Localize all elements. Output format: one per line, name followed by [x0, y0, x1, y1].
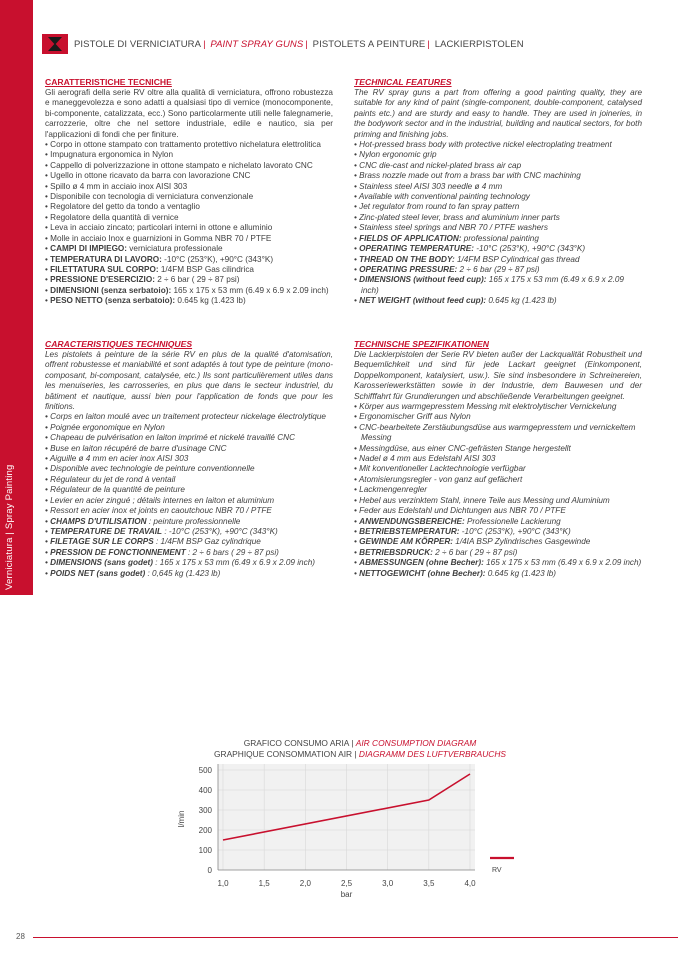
x-tick-label: 3,5 [423, 879, 435, 888]
feature-item [45, 234, 333, 244]
section-title: TECHNISCHE SPEZIFIKATIONEN [354, 339, 489, 349]
feature-label: BETRIEBSDRUCK: [359, 547, 433, 557]
feature-text: -10°C (253°K), +90°C (343°K) [161, 254, 274, 264]
feature-label: OPERATING PRESSURE: [359, 264, 458, 274]
feature-label: CHAMPS D'UTILISATION [50, 516, 147, 526]
feature-item [354, 517, 642, 527]
feature-text: Hot-pressed brass body with protective nickel electroplating treatment [359, 140, 612, 150]
feature-text: Spillo ø 4 mm in acciaio inox AISI 303 [50, 181, 188, 191]
x-tick-label: 1,5 [258, 879, 270, 888]
feature-item [354, 558, 642, 568]
feature-text: Mit konventioneller Lacktechnologie verfügbar [359, 464, 526, 474]
feature-text: Molle in acciaio Inox e guarnizioni in Gomma NBR 70 / PTFE [50, 233, 272, 243]
feature-text: 1/4FM BSP Gas cilindrica [158, 264, 254, 274]
feature-item [45, 569, 333, 579]
header-it: PISTOLE DI VERNICIATURA [74, 39, 202, 50]
x-tick-label: 3,0 [382, 879, 394, 888]
feature-item [45, 537, 333, 547]
feature-item [45, 213, 333, 223]
chart-title-en: AIR CONSUMPTION DIAGRAM [355, 738, 477, 748]
feature-label: TEMPERATURA DI LAVORO: [50, 254, 162, 264]
feature-text: 2 ÷ 6 bar ( 29 ÷ 87 psi) [432, 547, 518, 557]
feature-item [45, 171, 333, 181]
y-axis-label: l/min [177, 810, 186, 828]
feature-text: 1/4FM BSP Cylindrical gas thread [454, 254, 580, 264]
section-title: TECHNICAL FEATURES [354, 77, 452, 87]
air-consumption-chart [170, 758, 530, 908]
feature-item [45, 161, 333, 171]
feature-text: Ressort en acier inox et joints en caoutchouc NBR 70 / PTFE [50, 506, 272, 516]
feature-label: FILETAGE SUR LE CORPS [50, 537, 154, 547]
feature-item [45, 140, 333, 150]
feature-item [45, 412, 333, 422]
feature-text: Cappello di polverizzazione in ottone stampato e nichelato lavorato CNC [50, 160, 313, 170]
feature-item [354, 192, 642, 202]
feature-text: Disponible avec technologie de peinture conventionnelle [50, 464, 255, 474]
feature-item [45, 192, 333, 202]
feature-item [354, 527, 642, 537]
feature-item [354, 537, 642, 547]
feature-label: DIMENSIONI (senza serbatoio): [50, 285, 172, 295]
feature-label: THREAD ON THE BODY: [359, 254, 455, 264]
feature-item [354, 412, 642, 422]
feature-item [45, 244, 333, 254]
feature-text: Available with conventional painting technology [358, 192, 530, 202]
feature-text: Ergonomischer Griff aus Nylon [359, 412, 471, 422]
feature-text: Impugnatura ergonomica in Nylon [50, 150, 174, 160]
x-axis-label: bar [340, 890, 353, 899]
feature-text: Nylon ergonomic grip [359, 150, 437, 160]
feature-label: ANWENDUNGSBEREICHE: [359, 516, 465, 526]
section-intro: Les pistolets à peinture de la série RV en plus de la qualité d'atomisation, offrent robustesse et maniabilité et sont adaptés à tout type de peinture (mono-composant, bi-composant, catalysée, etc.) Ils sont particulièrement utiles dans les menuiseries, les carrosseries, en plus que dans le secteur industriel, du bâtiment et nautique, aussi bien pour l'application de fonds que pour les finitions. [45, 350, 333, 412]
feature-text: Zinc-plated steel lever, brass and aluminium inner parts [359, 212, 560, 222]
section-intro: Die Lackierpistolen der Serie RV bieten außer der Lackqualität Robustheit und Bequemlichkeit und sind für jede Lackart geeignet (Einkomponent, Doppelkomponent, katalysiert, usw.). Sie sind insbesondere in Schreinereien, Karosseriewerkstätten sowie in der Industrie, dem Bauwesen und der Schifffahrt für Grundierungen und abschließende Verarbeitungen geeignet. [354, 350, 642, 401]
feature-list [45, 140, 333, 307]
feature-label: CAMPI DI IMPIEGO: [50, 244, 128, 254]
feature-item [354, 444, 642, 454]
feature-item [354, 296, 642, 306]
feature-text: Atomisierungsregler - von ganz auf gefächert [358, 474, 523, 484]
feature-label: GEWINDE AM KÖRPER: [359, 537, 454, 547]
feature-text: 2 ÷ 6 bar (29 ÷ 87 psi) [457, 264, 540, 274]
feature-text: verniciatura professionale [127, 244, 223, 254]
feature-label: FILETTATURA SUL CORPO: [50, 264, 159, 274]
feature-text: Professionelle Lackierung [464, 516, 561, 526]
chart-title-it: GRAFICO CONSUMO ARIA [243, 738, 349, 748]
feature-item [45, 296, 333, 306]
feature-label: NETTOGEWICHT (ohne Becher): [359, 568, 486, 578]
x-tick-label: 1,0 [217, 879, 229, 888]
feature-item [45, 275, 333, 285]
y-tick-label: 400 [198, 786, 212, 795]
feature-item [354, 161, 642, 171]
feature-item [45, 444, 333, 454]
feature-label: ABMESSUNGEN (ohne Becher): [359, 558, 484, 568]
y-tick-label: 0 [207, 866, 212, 875]
feature-item [45, 527, 333, 537]
feature-item [45, 475, 333, 485]
feature-item [354, 234, 642, 244]
feature-text: Stainless steel AISI 303 needle ø 4 mm [359, 181, 503, 191]
header-en: PAINT SPRAY GUNS [210, 39, 304, 50]
feature-text: Feder aus Edelstahl und Dichtungen aus NBR 70 / PTFE [359, 506, 566, 516]
brand-logo [42, 34, 68, 54]
feature-text: Disponibile con tecnologia di verniciatura convenzionale [50, 192, 254, 202]
feature-text: Aiguille ø 4 mm en acier inox AISI 303 [49, 454, 189, 464]
header-fr: PISTOLETS A PEINTURE [312, 39, 426, 50]
feature-text: Levier en acier zingué ; détails internes en laiton et aluminium [50, 495, 275, 505]
feature-item [45, 286, 333, 296]
feature-text: : peinture professionnelle [146, 516, 241, 526]
feature-text: Poignée ergonomique en Nylon [50, 422, 165, 432]
feature-text: : 165 x 175 x 53 mm (6.49 x 6.9 x 2.09 inch) [152, 558, 315, 568]
feature-item [45, 223, 333, 233]
feature-item [354, 569, 642, 579]
feature-label: DIMENSIONS (sans godet) [50, 558, 153, 568]
feature-item [354, 171, 642, 181]
feature-item [354, 150, 642, 160]
x-tick-label: 2,0 [299, 879, 311, 888]
feature-item [354, 265, 642, 275]
feature-label: PESO NETTO (senza serbatoio): [50, 296, 176, 306]
feature-text: : -10°C (253°K), +90°C (343°K) [162, 526, 278, 536]
header-de: LACKIERPISTOLEN [434, 39, 524, 50]
page-header: PISTOLE DI VERNICIATURA | PAINT SPRAY GUNS | PISTOLETS A PEINTURE | LACKIERPISTOLEN [74, 39, 524, 50]
section-intro: Gli aerografi della serie RV oltre alla qualità di verniciatura, offrono robustezza e maneggevolezza e sono adatti a qualsiasi tipo di vernice (monocomponente, bi-componente, catalizzata, ecc.) Sono particolarmente utili nelle falegnamerie, carrozzerie, oltre che nel settore industriale, edile e nautico, sia per l'applicazioni di fondi che per finiture. [45, 88, 333, 139]
y-tick-label: 200 [198, 826, 212, 835]
feature-text: Körper aus warmgepresstem Messing mit elektrolytischer Vernickelung [359, 402, 617, 412]
feature-text: professional painting [461, 233, 539, 243]
feature-item [45, 433, 333, 443]
feature-text: CNC-bearbeitete Zerstäubungsdüse aus warmgepresstem und vernickeltem Messing [359, 422, 636, 443]
chart-title-de: DIAGRAMM DES LUFTVERBRAUCHS [358, 748, 506, 759]
chart-title: GRAFICO CONSUMO ARIA | AIR CONSUMPTION DIAGRAM GRAPHIQUE CONSOMMATION AIR | DIAGRAMM DES LUFTVERBRAUCHS [214, 738, 506, 759]
feature-text: 1/4IA BSP Zylindrisches Gasgewinde [453, 537, 591, 547]
feature-item [354, 506, 642, 516]
y-tick-label: 500 [198, 766, 212, 775]
x-tick-label: 4,0 [464, 879, 476, 888]
feature-list [354, 402, 642, 579]
feature-text: : 1/4FM BSP Gaz cylindrique [153, 537, 261, 547]
feature-text: Lackmengenregler [359, 485, 427, 495]
feature-item [45, 255, 333, 265]
feature-item [354, 244, 642, 254]
feature-item [354, 464, 642, 474]
sidebar-label: Verniciatura | Spray Painting [4, 464, 15, 590]
feature-item [354, 454, 642, 464]
feature-item [354, 140, 642, 150]
section-english [354, 77, 642, 307]
feature-text: 165 x 175 x 53 mm (6.49 x 6.9 x 2.09 inch) [361, 275, 624, 295]
feature-label: OPERATING TEMPERATURE: [359, 244, 474, 254]
feature-item [45, 485, 333, 495]
feature-item [354, 423, 642, 444]
feature-item [45, 150, 333, 160]
section-german [354, 339, 642, 579]
feature-label: POIDS NET (sans godet) [50, 568, 146, 578]
x-tick-label: 2,5 [340, 879, 353, 888]
feature-text: 2 ÷ 6 bar ( 29 ÷ 87 psi) [154, 275, 240, 285]
feature-text: 0.645 kg (1.423 lb) [485, 568, 557, 578]
feature-item [45, 423, 333, 433]
section-italian [45, 77, 333, 307]
feature-label: TEMPERATURE DE TRAVAIL [50, 526, 163, 536]
feature-item [45, 464, 333, 474]
feature-text: Corpo in ottone stampato con trattamento protettivo nichelatura elettrolitica [50, 140, 321, 150]
feature-item [354, 485, 642, 495]
feature-text: 165 x 175 x 53 mm (6.49 x 6.9 x 2.09 inch) [171, 285, 329, 295]
feature-label: FIELDS OF APPLICATION: [359, 233, 462, 243]
feature-label: PRESSIONE D'ESERCIZIO: [50, 275, 155, 285]
feature-text: Chapeau de pulvérisation en laiton imprimé et nickelé travaillé CNC [50, 433, 295, 443]
chart-title-fr: GRAPHIQUE CONSOMMATION AIR [214, 748, 353, 759]
feature-item [45, 506, 333, 516]
feature-label: NET WEIGHT (without feed cup): [359, 296, 487, 306]
feature-item [45, 496, 333, 506]
feature-item [45, 265, 333, 275]
section-title: CARACTERISTIQUES TECHNIQUES [45, 339, 193, 349]
feature-label: BETRIEBSTEMPERATUR: [359, 526, 460, 536]
y-tick-label: 100 [198, 846, 212, 855]
feature-text: 165 x 175 x 53 mm (6.49 x 6.9 x 2.09 inch) [483, 558, 642, 568]
feature-text: -10°C (253°K), +90°C (343°K) [459, 526, 571, 536]
feature-item [354, 223, 642, 233]
feature-text: 0.645 kg (1.423 lb) [175, 296, 246, 306]
section-french [45, 339, 333, 579]
feature-text: Leva in acciaio zincato; particolari interni in ottone e alluminio [50, 223, 273, 233]
feature-text: Jet regulator from round to fan spray pattern [359, 202, 520, 212]
feature-item [45, 182, 333, 192]
feature-item [354, 202, 642, 212]
section-intro: The RV spray guns a part from offering a good painting quality, they are suitable for any kind of paint (single-component, double-component, catalysed paints etc.) and are sturdy and easy to handle. They are used in joineries, in the bodywork sector and in the industrial, building and nautical sectors, for both priming and finishing jobs. [354, 88, 642, 139]
feature-text: Nadel ø 4 mm aus Edelstahl AISI 303 [359, 454, 496, 464]
feature-item [354, 475, 642, 485]
feature-item [354, 548, 642, 558]
feature-text: : 2 ÷ 6 bars ( 29 ÷ 87 psi) [185, 547, 279, 557]
feature-text: Messingdüse, aus einer CNC-gefrästen Stange hergestellt [359, 443, 571, 453]
page-number: 28 [16, 932, 25, 941]
feature-list [354, 140, 642, 307]
y-tick-label: 300 [198, 806, 212, 815]
feature-text: -10°C (253°K), +90°C (343°K) [473, 244, 586, 254]
feature-item [354, 496, 642, 506]
feature-text: Régulateur de la quantité de peinture [50, 485, 185, 495]
feature-text: Corps en laiton moulé avec un traitement protecteur nickelage électrolytique [50, 412, 326, 422]
feature-text: Hebel aus verzinktem Stahl, innere Teile aus Messing und Aluminium [359, 495, 610, 505]
feature-item [354, 275, 642, 296]
feature-item [45, 517, 333, 527]
feature-item [45, 548, 333, 558]
feature-text: Ugello in ottone ricavato da barra con lavorazione CNC [50, 171, 251, 181]
feature-text: CNC die-cast and nickel-plated brass air cap [359, 160, 522, 170]
feature-item [354, 182, 642, 192]
feature-text: Regolatore del getto da tondo a ventaglio [50, 202, 200, 212]
feature-text: Brass nozzle made out from a brass bar with CNC machining [359, 171, 581, 181]
feature-text: Regolatore della quantità di vernice [50, 212, 179, 222]
section-title: CARATTERISTICHE TECNICHE [45, 77, 172, 87]
feature-item [45, 202, 333, 212]
feature-label: PRESSION DE FONCTIONNEMENT [50, 547, 186, 557]
feature-item [354, 213, 642, 223]
feature-item [45, 454, 333, 464]
feature-item [45, 558, 333, 568]
feature-text: Régulateur du jet de rond à ventail [50, 474, 176, 484]
feature-text: : 0,645 kg (1.423 lb) [145, 568, 221, 578]
feature-text: 0.645 kg (1.423 lb) [486, 296, 557, 306]
sidebar-band [0, 0, 33, 595]
legend-label: RV [492, 867, 502, 874]
feature-text: Stainless steel springs and NBR 70 / PTFE washers [359, 223, 549, 233]
feature-label: DIMENSIONS (without feed cup): [359, 275, 487, 285]
footer-divider [33, 937, 678, 938]
feature-item [354, 402, 642, 412]
feature-item [354, 255, 642, 265]
feature-text: Buse en laiton récupéré de barre d'usinage CNC [50, 443, 227, 453]
feature-list [45, 412, 333, 579]
